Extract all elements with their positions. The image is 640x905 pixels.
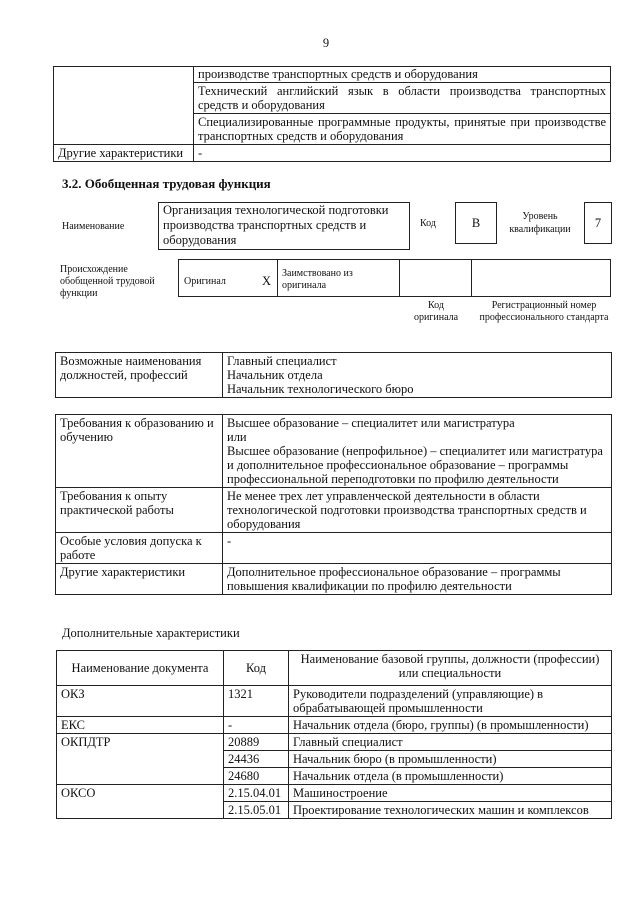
- code-cell: 20889: [224, 734, 289, 751]
- position-item: Начальник технологического бюро: [227, 382, 414, 396]
- original-label: Оригинал: [184, 276, 226, 287]
- code-cell: 2.15.05.01: [224, 802, 289, 819]
- code-cell: -: [224, 717, 289, 734]
- doc-cell: ОКПДТР: [57, 734, 224, 785]
- table-row: [57, 717, 612, 734]
- header-name: Наименование базовой группы, должности (профессии) или специальности: [289, 651, 612, 686]
- code-label: Код: [420, 218, 436, 229]
- name-cell: Начальник бюро (в промышленности): [289, 751, 612, 768]
- position-item: Начальник отдела: [227, 368, 323, 382]
- origin-divider-1: [277, 259, 278, 297]
- doc-cell: ОКЗ: [57, 686, 224, 717]
- code-cell: 24680: [224, 768, 289, 785]
- name-cell: Руководители подразделений (управляющие) в обрабатывающей промышленности: [289, 686, 612, 717]
- additional-table: [56, 650, 612, 819]
- header-code: Код: [224, 651, 289, 686]
- level-value: 7: [594, 216, 602, 230]
- header-document: Наименование документа: [57, 651, 224, 686]
- origin-grid: [178, 259, 611, 297]
- other-req-value: Дополнительное профессиональное образование – программы повышения квалификации по профилю деятельности: [223, 564, 612, 595]
- access-label: Особые условия допуска к работе: [56, 533, 223, 564]
- page-number: 9: [322, 36, 330, 50]
- other-req-label: Другие характеристики: [56, 564, 223, 595]
- origin-divider-2: [399, 259, 400, 297]
- name-cell: Начальник отдела (в промышленности): [289, 768, 612, 785]
- experience-value: Не менее трех лет управленческой деятельности в области технологической подготовки производства транспортных средств и оборудования: [223, 488, 612, 533]
- empty-cell: [54, 67, 194, 145]
- code-cell: 2.15.04.01: [224, 785, 289, 802]
- positions-values: [223, 353, 612, 398]
- original-mark: X: [262, 274, 272, 288]
- education-line: Высшее образование – специалитет или магистратура: [227, 416, 515, 430]
- requirements-table: [55, 414, 612, 595]
- positions-label: Возможные наименования должностей, профессий: [56, 353, 223, 398]
- education-line: или: [227, 430, 247, 444]
- section-title: 3.2. Обобщенная трудовая функция: [62, 176, 271, 191]
- level-label: Уровень квалификации: [509, 211, 571, 235]
- education-line: Высшее образование (непрофильное) – специалитет или магистратура и дополнительное профессиональное образование – программы профессиональной переподготовки по профилю деятельности: [227, 444, 603, 486]
- top-row-3: Специализированные программные продукты, принятые при производстве транспортных средств и оборудования: [194, 114, 611, 145]
- code-value: B: [471, 216, 481, 230]
- borrowed-label: Заимствовано из оригинала: [282, 268, 353, 291]
- doc-cell: ОКСО: [57, 785, 224, 819]
- experience-label: Требования к опыту практической работы: [56, 488, 223, 533]
- code-cell: 1321: [224, 686, 289, 717]
- additional-title: Дополнительные характеристики: [62, 626, 240, 640]
- top-continuation-table: [53, 66, 611, 162]
- name-cell: Машиностроение: [289, 785, 612, 802]
- name-cell: Начальник отдела (бюро, группы) (в промышленности): [289, 717, 612, 734]
- origin-label: Происхождение обобщенной трудовой функции: [60, 264, 155, 299]
- table-row: [57, 734, 612, 751]
- top-row-1: производстве транспортных средств и оборудования: [194, 67, 611, 83]
- name-value: Организация технологической подготовки производства транспортных средств и оборудования: [163, 203, 389, 247]
- education-label: Требования к образованию и обучению: [56, 415, 223, 488]
- access-value: -: [223, 533, 612, 564]
- table-row: [57, 686, 612, 717]
- name-cell: Проектирование технологических машин и комплексов: [289, 802, 612, 819]
- name-cell: Главный специалист: [289, 734, 612, 751]
- positions-table: [55, 352, 612, 398]
- reg-number-caption: Регистрационный номер профессионального стандарта: [479, 300, 609, 323]
- origin-divider-3: [471, 259, 472, 297]
- position-item: Главный специалист: [227, 354, 337, 368]
- code-cell: 24436: [224, 751, 289, 768]
- name-label: Наименование: [62, 221, 125, 232]
- doc-cell: ЕКС: [57, 717, 224, 734]
- other-label: Другие характеристики: [54, 145, 194, 162]
- education-value: [223, 415, 612, 488]
- code-original-caption: Код оригинала: [413, 300, 459, 323]
- other-value: -: [194, 145, 611, 162]
- top-row-2: Технический английский язык в области производства транспортных средств и оборудования: [194, 83, 611, 114]
- table-row: [57, 785, 612, 802]
